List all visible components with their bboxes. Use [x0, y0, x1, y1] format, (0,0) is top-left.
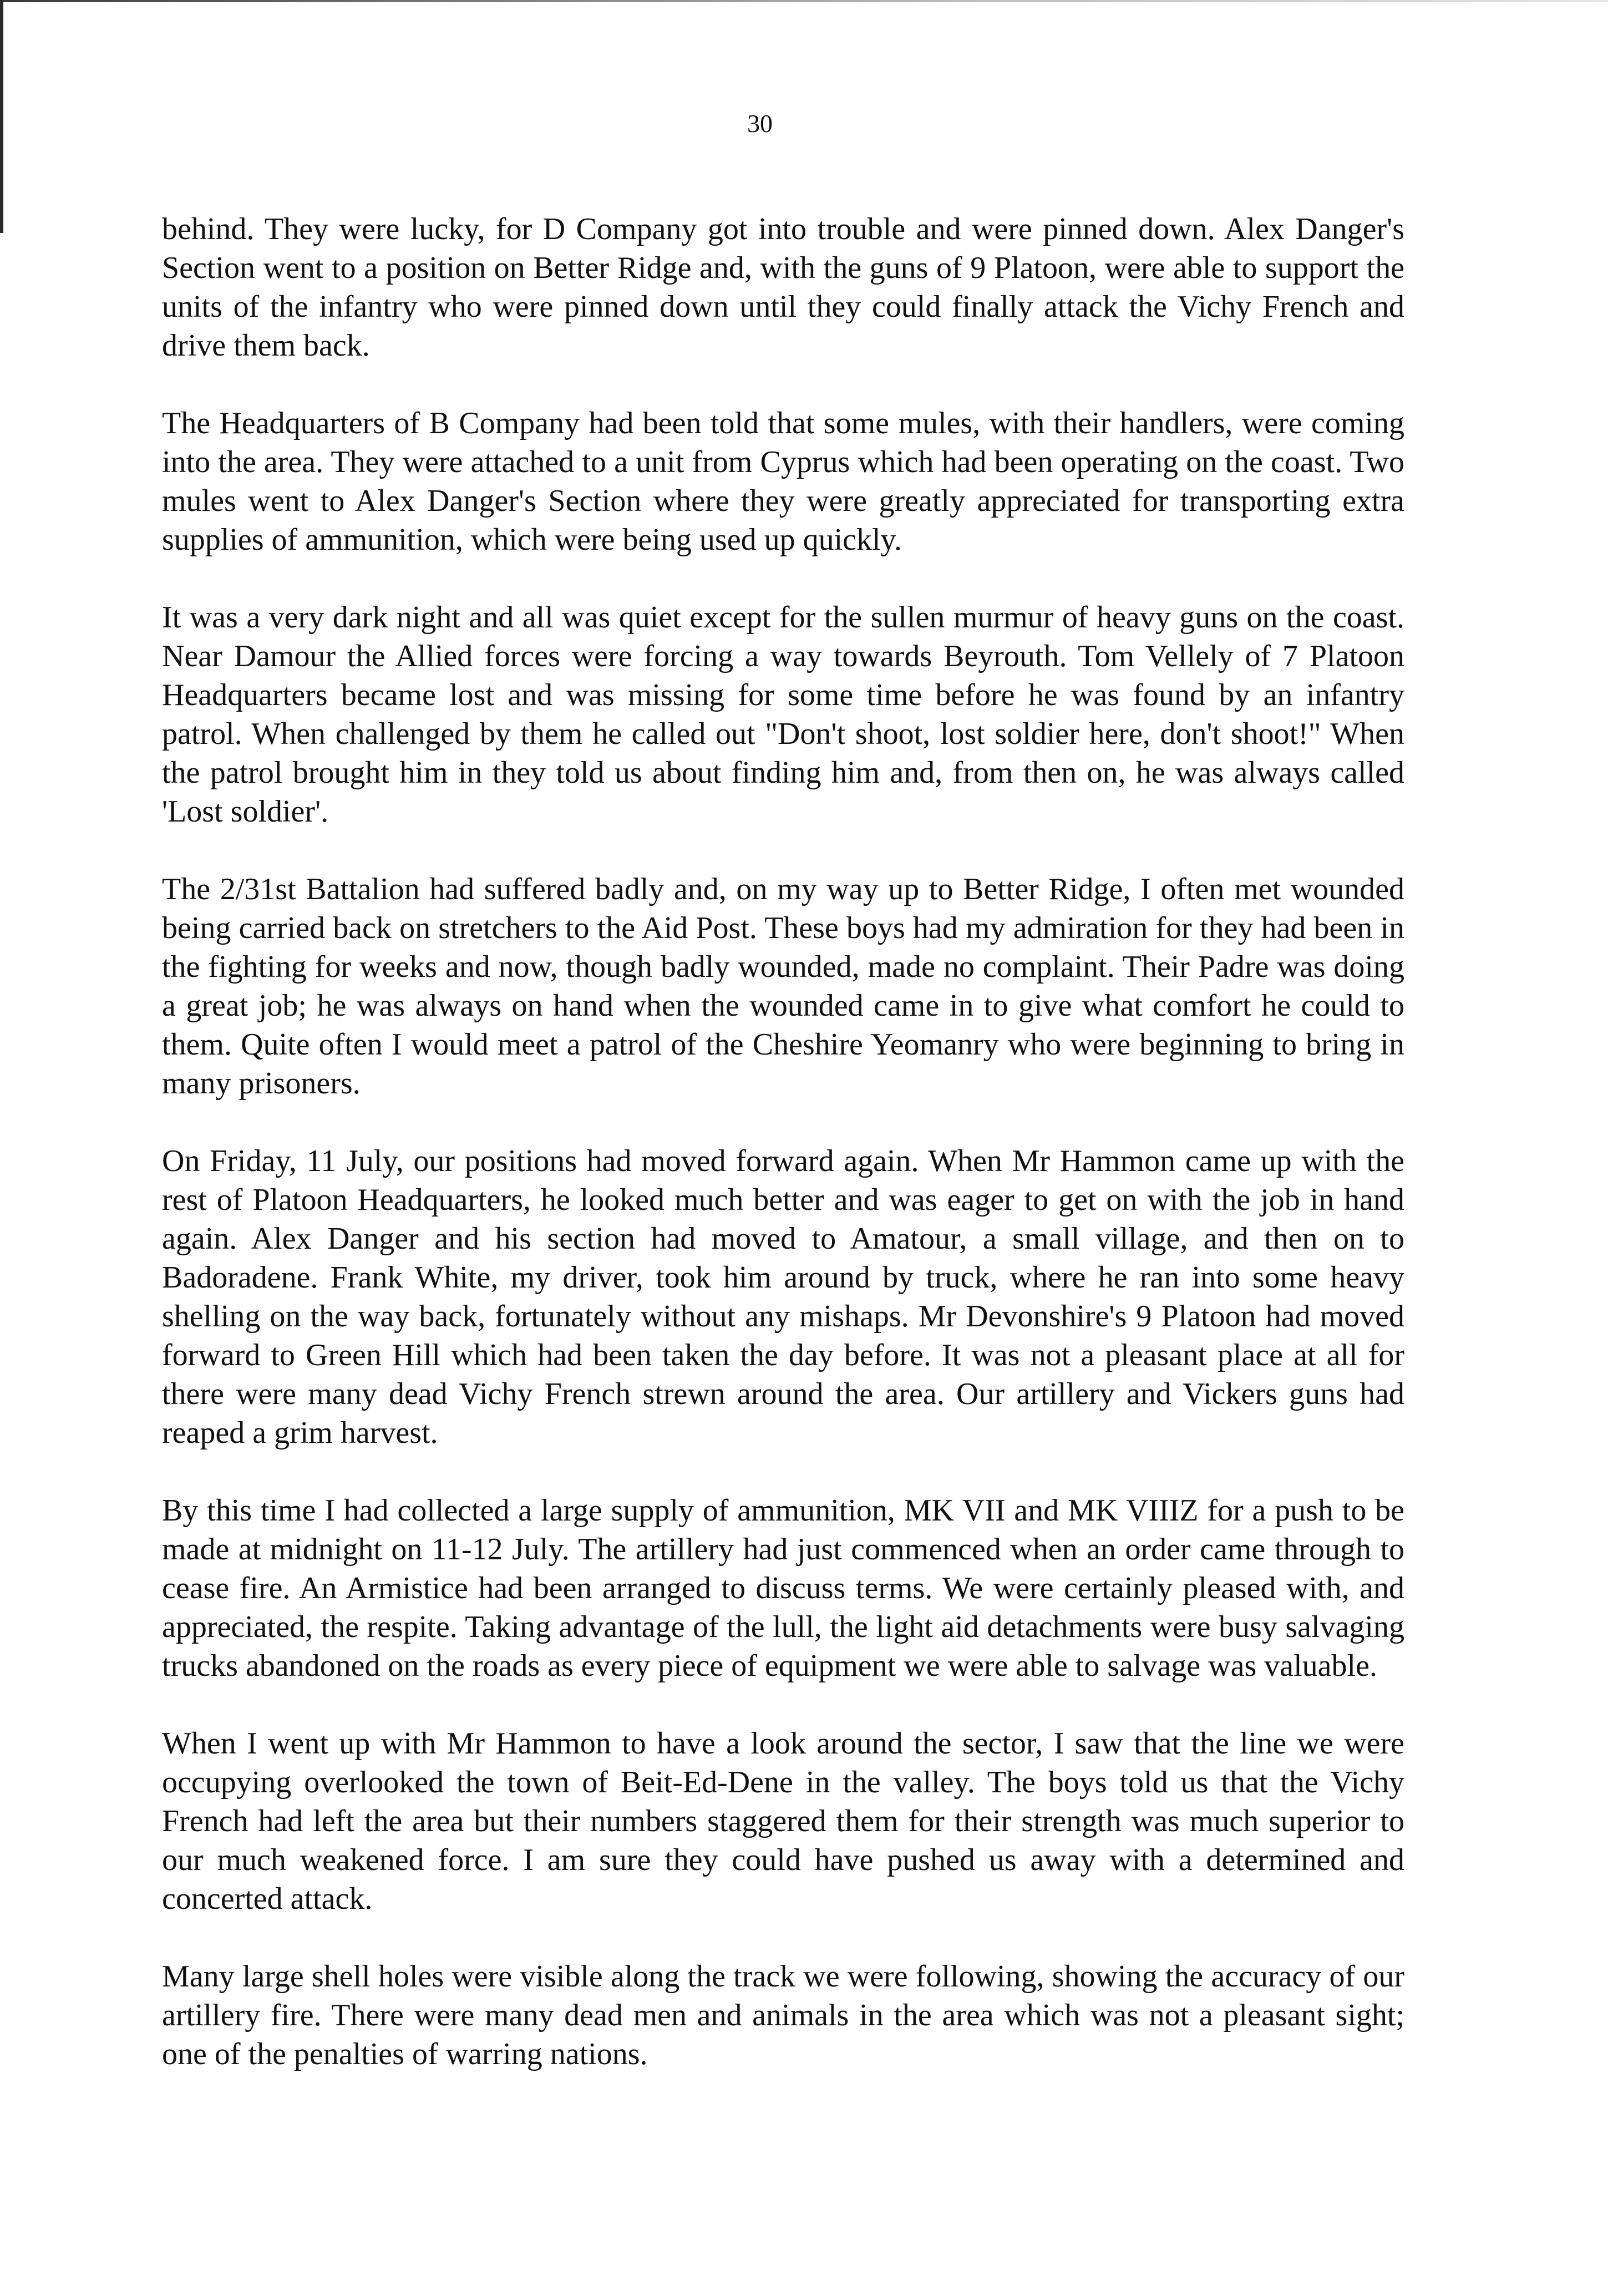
document-body	[162, 210, 1404, 2074]
paragraph-8: Many large shell holes were visible along the track we were following, showing the accuracy of our artillery fire. There were many dead men and animals in the area which was not a pleasant sight; one of the penalties of warring nations.	[162, 1959, 1404, 2071]
paragraph-3: It was a very dark night and all was quiet except for the sullen murmur of heavy guns on the coast. Near Damour the Allied forces were forcing a way towards Beyrouth. Tom Vellely of 7 Platoon Headquarters became lost and was missing for some time before he was found by an infantry patrol. When challenged by them he called out "Don't shoot, lost soldier here, don't shoot!" When the patrol brought him in they told us about finding him and, from then on, he was always called 'Lost soldier'.	[162, 600, 1404, 829]
paragraph-1: behind. They were lucky, for D Company got into trouble and were pinned down. Alex Danger's Section went to a position on Better Ridge and, with the guns of 9 Platoon, were able to support the units of the infantry who were pinned down until they could finally attack the Vichy French and drive them back.	[162, 212, 1404, 363]
paragraph-2: The Headquarters of B Company had been told that some mules, with their handlers, were coming into the area. They were attached to a unit from Cyprus which had been operating on the coast. Two mules went to Alex Danger's Section where they were greatly appreciated for transporting extra supplies of ammunition, which were being used up quickly.	[162, 406, 1404, 557]
paragraph-4: The 2/31st Battalion had suffered badly and, on my way up to Better Ridge, I often met wounded being carried back on stretchers to the Aid Post. These boys had my admiration for they had been in the fighting for weeks and now, though badly wounded, made no complaint. Their Padre was doing a great job; he was always on hand when the wounded came in to give what comfort he could to them. Quite often I would meet a patrol of the Cheshire Yeomanry who were beginning to bring in many prisoners.	[162, 872, 1404, 1101]
paragraph-6: By this time I had collected a large supply of ammunition, MK VII and MK VIIIZ for a push to be made at midnight on 11-12 July. The artillery had just commenced when an order came through to cease fire. An Armistice had been arranged to discuss terms. We were certainly pleased with, and appreciated, the respite. Taking advantage of the lull, the light aid detachments were busy salvaging trucks abandoned on the roads as every piece of equipment we were able to salvage was valuable.	[162, 1493, 1404, 1683]
page-edge-top	[0, 0, 1608, 2]
page-number: 30	[747, 109, 773, 138]
paragraph-7: When I went up with Mr Hammon to have a look around the sector, I saw that the line we were occupying overlooked the town of Beit-Ed-Dene in the valley. The boys told us that the Vichy French had left the area but their numbers staggered them for their strength was much superior to our much weakened force. I am sure they could have pushed us away with a determined and concerted attack.	[162, 1726, 1404, 1916]
paragraph-5: On Friday, 11 July, our positions had moved forward again. When Mr Hammon came up with the rest of Platoon Headquarters, he looked much better and was eager to get on with the job in hand again. Alex Danger and his section had moved to Amatour, a small village, and then on to Badoradene. Frank White, my driver, took him around by truck, where he ran into some heavy shelling on the way back, fortunately without any mishaps. Mr Devonshire's 9 Platoon had moved forward to Green Hill which had been taken the day before. It was not a pleasant place at all for there were many dead Vichy French strewn around the area. Our artillery and Vickers guns had reaped a grim harvest.	[162, 1144, 1404, 1450]
